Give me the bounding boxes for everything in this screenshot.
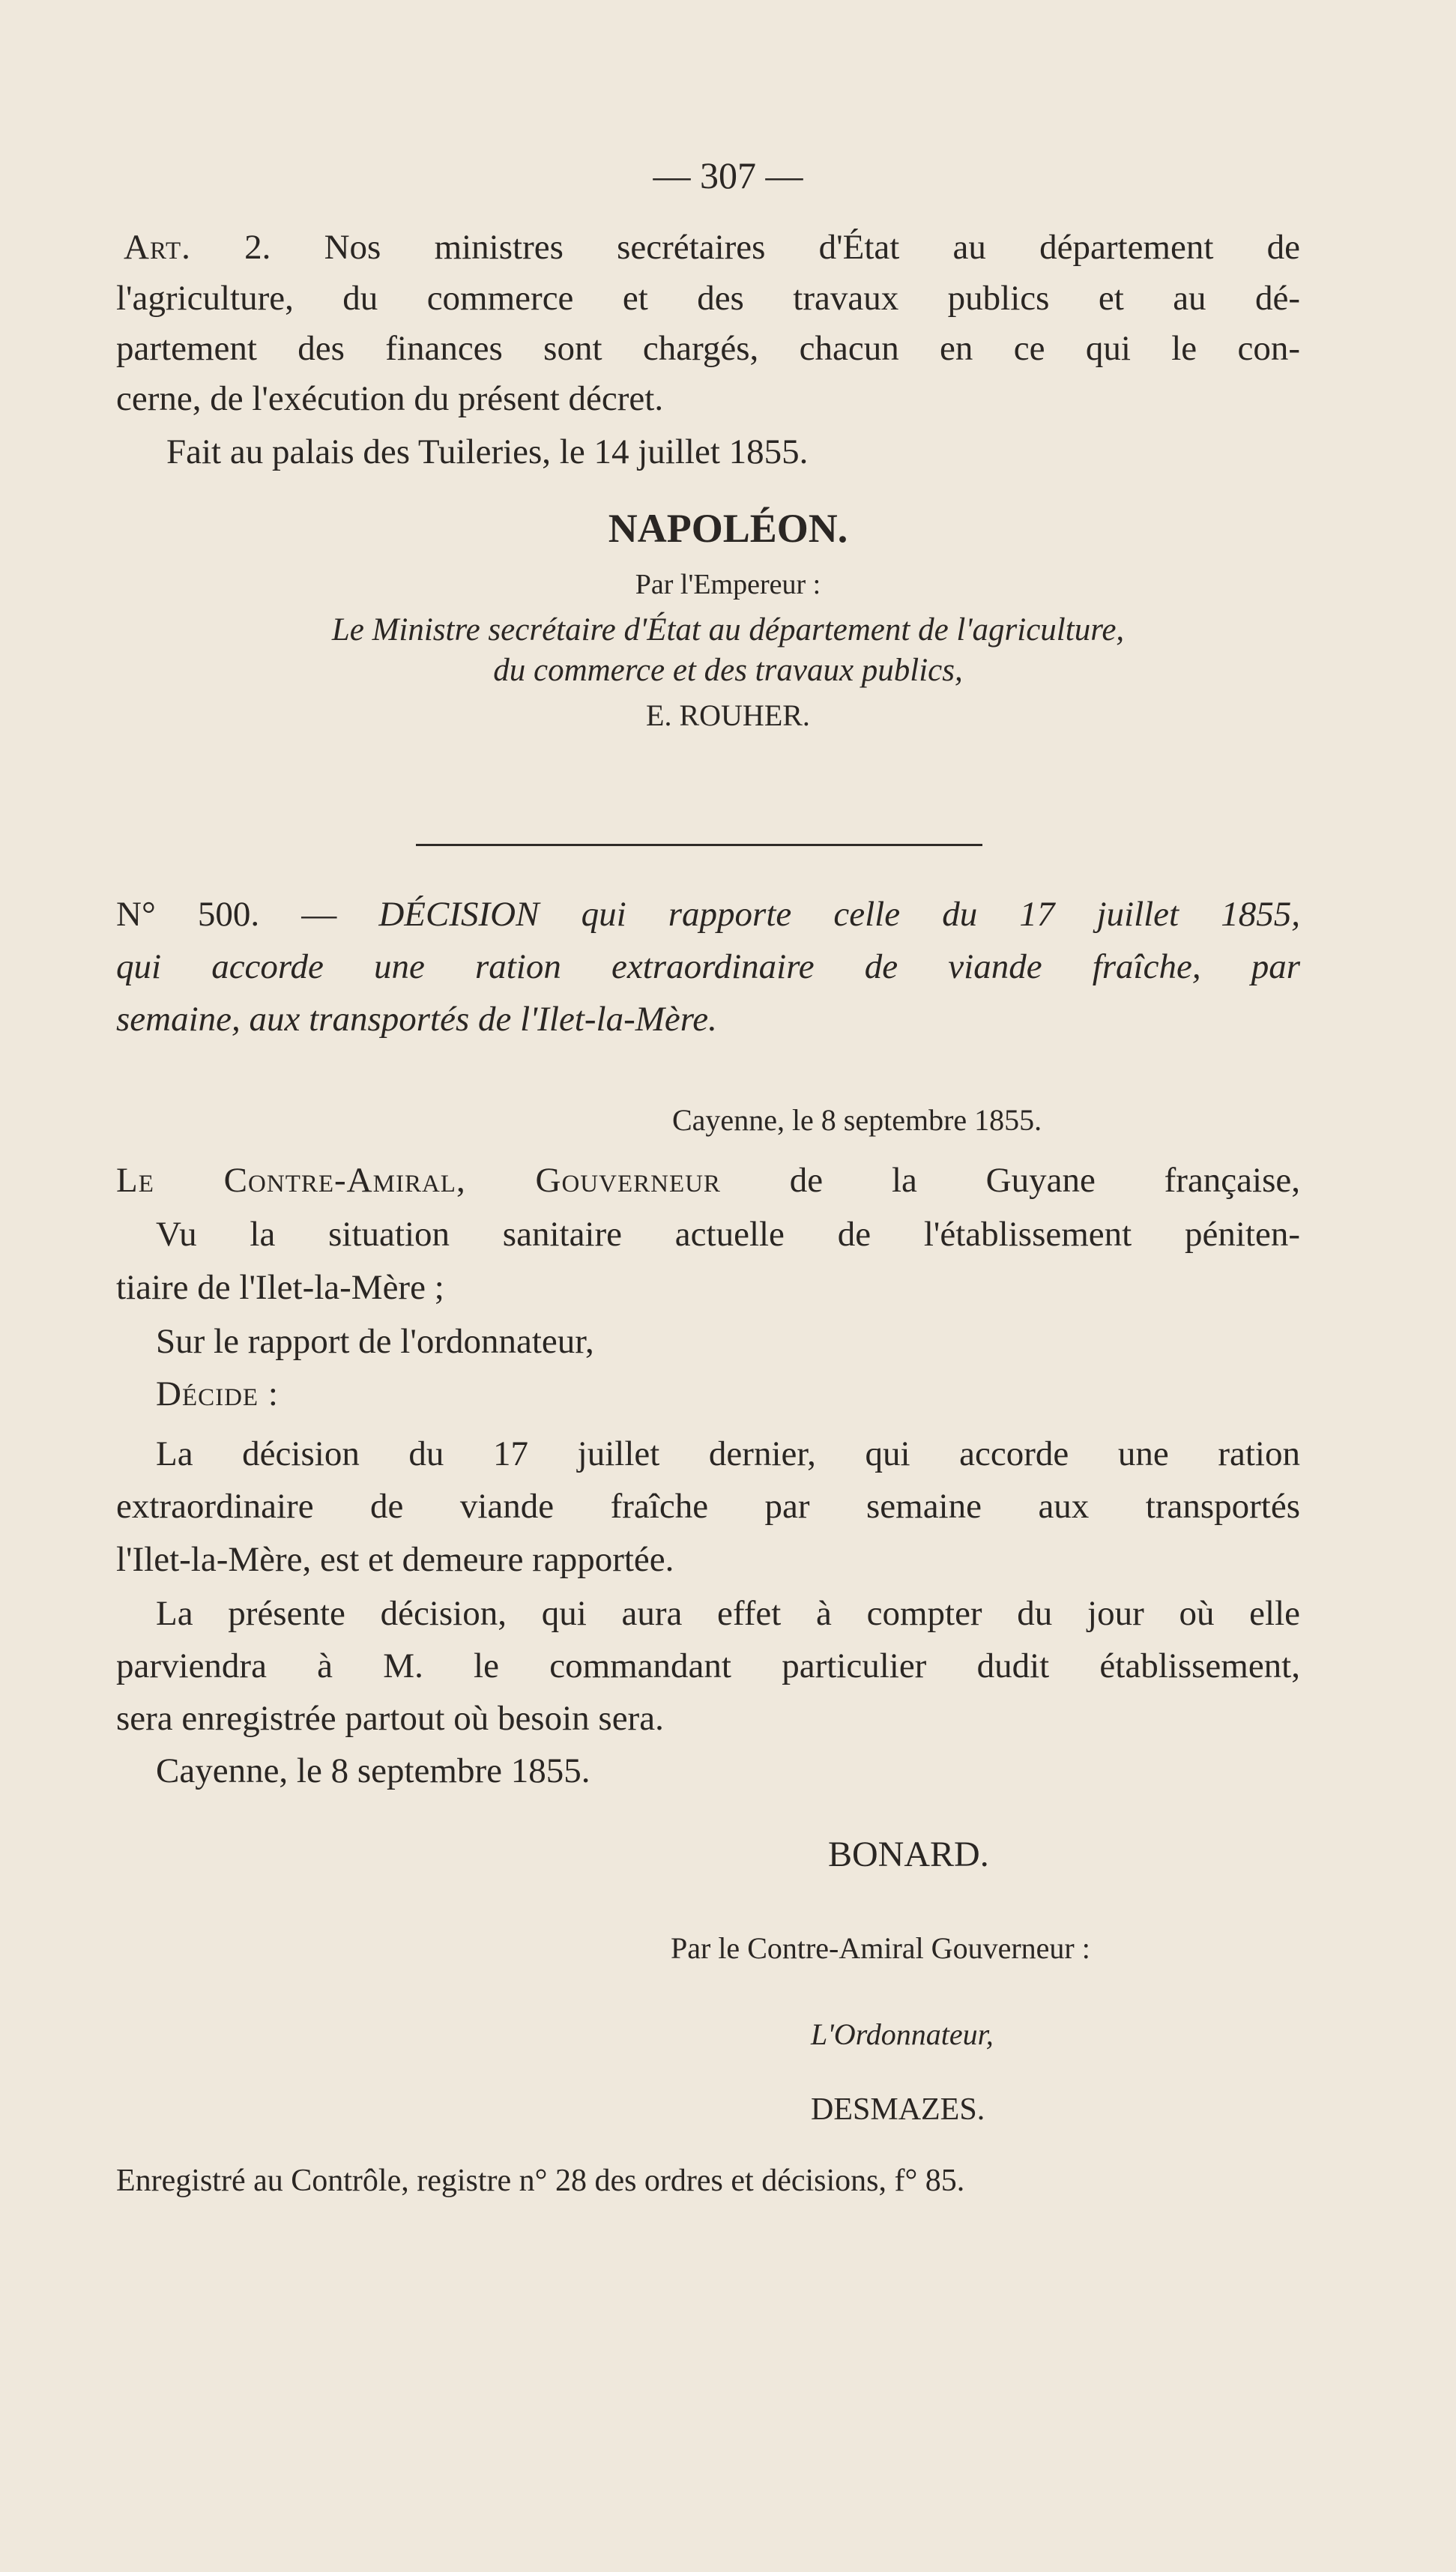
closing-dateline: Cayenne, le 8 septembre 1855. bbox=[156, 1751, 590, 1790]
paragraph-2-line-2: parviendra à M. le commandant particulier dudit établissement, bbox=[116, 1646, 1300, 1685]
signature-desmazes: DESMAZES. bbox=[811, 2092, 985, 2127]
ministre-line-2: du commerce et des travaux publics, bbox=[493, 653, 963, 688]
registration-footer: Enregistré au Contrôle, registre n° 28 des ordres et décisions, f° 85. bbox=[116, 2164, 965, 2198]
par-l-empereur: Par l'Empereur : bbox=[635, 569, 821, 600]
dateline: Cayenne, le 8 septembre 1855. bbox=[672, 1103, 1042, 1137]
decide-heading: Décide : bbox=[156, 1374, 279, 1413]
signature-rouher: E. ROUHER. bbox=[646, 698, 810, 732]
decision-title-line-1: N° 500. — DÉCISION qui rapporte celle du 17 juillet 1855, bbox=[116, 895, 1300, 934]
paragraph-2-line-3: sera enregistrée partout où besoin sera. bbox=[116, 1699, 664, 1738]
paragraph-1-line-2: extraordinaire de viande fraîche par semaine aux transportés bbox=[116, 1487, 1300, 1526]
ministre-line-1: Le Ministre secrétaire d'État au département de l'agriculture, bbox=[331, 612, 1125, 647]
vu-line-2: tiaire de l'Ilet-la-Mère ; bbox=[116, 1268, 444, 1307]
governor-line: Le Contre-Amiral, Gouverneur de la Guyane française, bbox=[116, 1161, 1300, 1200]
article-2-line-1: Art. 2. Nos ministres secrétaires d'État au département de bbox=[124, 228, 1300, 267]
article-2-line-4: cerne, de l'exécution du présent décret. bbox=[116, 379, 664, 418]
sur-le-rapport: Sur le rapport de l'ordonnateur, bbox=[156, 1322, 594, 1361]
article-2-line-2: l'agriculture, du commerce et des travaux publics et au dé- bbox=[116, 279, 1300, 318]
paragraph-1-line-3: l'Ilet-la-Mère, est et demeure rapportée. bbox=[116, 1540, 674, 1579]
par-le-contre-amiral: Par le Contre-Amiral Gouverneur : bbox=[671, 1931, 1090, 1965]
signature-bonard: BONARD. bbox=[828, 1835, 989, 1874]
l-ordonnateur: L'Ordonnateur, bbox=[811, 2017, 994, 2051]
article-2-line-3: partement des finances sont chargés, chacun en ce qui le con- bbox=[116, 329, 1300, 368]
fait-line: Fait au palais des Tuileries, le 14 juillet 1855. bbox=[166, 432, 809, 471]
decision-title-line-3: semaine, aux transportés de l'Ilet-la-Mère. bbox=[116, 1000, 717, 1039]
paragraph-1-line-1: La décision du 17 juillet dernier, qui accorde une ration bbox=[156, 1434, 1300, 1473]
page-number: — 307 — bbox=[653, 154, 803, 196]
decision-title-line-2: qui accorde une ration extraordinaire de viande fraîche, par bbox=[116, 947, 1300, 986]
section-divider bbox=[416, 844, 982, 846]
signature-napoleon: NAPOLÉON. bbox=[608, 506, 848, 551]
vu-line-1: Vu la situation sanitaire actuelle de l'établissement péniten- bbox=[156, 1215, 1300, 1254]
article-label: Art. bbox=[124, 228, 191, 267]
paragraph-2-line-1: La présente décision, qui aura effet à compter du jour où elle bbox=[156, 1594, 1300, 1633]
